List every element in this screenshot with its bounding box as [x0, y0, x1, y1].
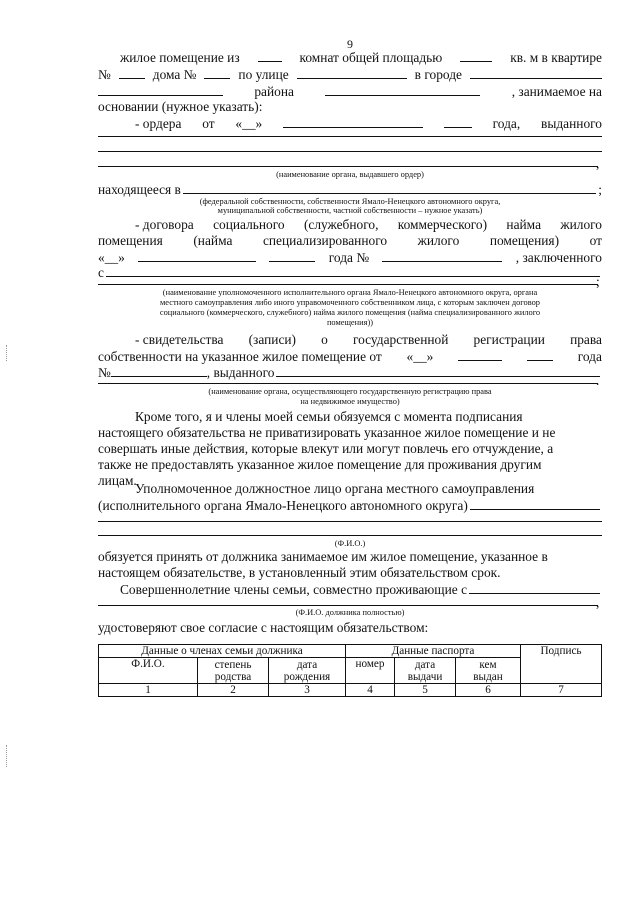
para1-line3: совершать иные действия, которые влекут или могут повлечь его отчуждение, а	[98, 441, 554, 456]
para3-line1: обязуется принять от должника занимаемое им жилое помещение, указанное в	[98, 549, 548, 564]
para1-line1: Кроме того, я и члены моей семьи обязуемся с момента подписания	[135, 409, 523, 424]
para1-line5: лицам.	[98, 473, 137, 488]
blank-line	[98, 166, 598, 167]
blank-line	[98, 605, 598, 606]
caption-registration-2: на недвижимое имущество)	[300, 397, 400, 406]
caption-property: (федеральной собственности, собственности Ямало-Ненецкого автономного округа,	[199, 197, 501, 206]
table-header-relation: степень родства	[198, 658, 269, 684]
area-blank	[460, 49, 492, 62]
caption-contract-4: помещения))	[326, 318, 374, 327]
line-1: жилое помещение из комнат общей площадью кв. м в квартире	[120, 50, 602, 65]
para2-line2: (исполнительного органа Ямало-Ненецкого автономного округа)	[98, 497, 602, 514]
blank-line	[98, 151, 602, 152]
para1-line4: также не предоставлять указанное жилое помещение для проживания другим	[98, 457, 542, 472]
table-group-family: Данные о членах семьи должника	[99, 645, 346, 658]
caption-property-2: муниципальной собственности, частной собственности – нужное указать)	[217, 206, 483, 215]
blank-line	[98, 136, 602, 137]
table-header-fio: Ф.И.О.	[99, 658, 198, 684]
caption-contract-1: (наименование уполномоченного исполнительного органа Ямало-Ненецкого автономного округа, органа	[162, 288, 538, 297]
table-header-issued: дата выдачи	[395, 658, 456, 684]
line-contract-3: «__» года № , заключенного	[98, 250, 602, 265]
page-number: 9	[347, 37, 353, 51]
table-header-birth: дата рождения	[269, 658, 346, 684]
table-header-signature: Подпись	[521, 645, 602, 684]
para2-line1: Уполномоченное должностное лицо органа местного самоуправления	[135, 481, 535, 496]
line-3: района , занимаемое на	[98, 83, 602, 100]
table-col-number: 3	[269, 684, 346, 697]
caption-registration-1: (наименование органа, осуществляющего государственную регистрацию права	[208, 387, 492, 396]
table-col-number: 7	[521, 684, 602, 697]
blank-line	[98, 535, 602, 536]
caption-debtor: (Ф.И.О. должника полностью)	[295, 608, 405, 617]
line-contract-1: - договора социального (служебного, коммерческого) найма жилого	[135, 217, 602, 232]
para4-line: Совершеннолетние члены семьи, совместно проживающие с	[120, 581, 602, 598]
table-col-number: 1	[99, 684, 198, 697]
line-registration-3: № , выданного	[98, 364, 602, 381]
line-2: № дома № по улице в городе	[98, 66, 602, 83]
table-col-number: 6	[456, 684, 521, 697]
line-order: - ордера от «__» года, выданного	[135, 116, 602, 131]
caption-contract-2: местного самоуправления либо иного управомоченного собственником лица, с которым заключен договор	[160, 298, 540, 307]
document-page: 9 жилое помещение из комнат общей площадью кв. м в квартире № дома № по улице в городе района , занимаемое на основании (нужное указать): - ордера от «__» года, выданного , (наименование органа, выдавшего ордер) находящееся в ; (федеральной собственности, собственности Ямало-Ненецкого автономного округа, муниципальной собственности, частной собственности – нужное указать) - договора социального (служебного, коммерческого) найма жилого помещения (найма специализированного жилого помещения) от «__» года № , заключенного с ; (наименование уполномоченного исполнительного органа Ямало-Ненецкого автономного округа, органа местного самоуправления либо иного управомоченного собственником лица, с которым заключен договор социального (коммерческого, служебного) найма жилого помещения (найма специализированного жилого помещения)) - свидетельства (записи) о государственной регистрации права собственности на указанное жилое помещение от «__» года № , выданного . (наименование органа, осуществляющего государственную регистрацию права на недвижимое имущество) Кроме того, я и члены моей семьи обязуемся с момента подписания настоящего обязательства не приватизировать указанное жилое помещение и не совершать иные действия, которые влекут или могут повлечь его отчуждение, а также не предоставлять указанное жилое помещение для проживания другим лицам. Уполномоченное должностное лицо органа местного самоуправления (исполнительного органа Ямало-Ненецкого автономного округа) (Ф.И.О.) обязуется принять от должника занимаемое им жилое помещение, указанное в настоящем обязательстве, в установленный этим обязательством срок. Совершеннолетние члены семьи, совместно проживающие с , (Ф.И.О. должника полностью) удостоверяют свое согласие с настоящим обязательством: Данные о членах семьи должника Данные паспорта Подпись Ф.И.О. степень родства дата рождения номер дата выдачи кем выдан 1 2 3 4 5 6 7	[0, 0, 640, 905]
table-row-numbers	[99, 684, 602, 697]
para5-line: удостоверяют свое согласие с настоящим обязательством:	[98, 620, 429, 635]
caption-order: (наименование органа, выдавшего ордер)	[276, 170, 424, 179]
table-header-number: номер	[346, 658, 395, 684]
para3-line2: настоящем обязательстве, в установленный этим обязательством срок.	[98, 565, 501, 580]
caption-contract-3: социального (коммерческого, служебного) найма жилого помещения (найма специализированного жилого	[159, 308, 541, 317]
line-contract-4: с	[98, 264, 602, 281]
table-col-number: 5	[395, 684, 456, 697]
table-header-issuer: кем выдан	[456, 658, 521, 684]
blank-line	[98, 521, 602, 522]
para1-line2: настоящего обязательства не приватизировать указанное жилое помещение и не	[98, 425, 556, 440]
line-4: основании (нужное указать):	[98, 99, 263, 114]
blank-line	[98, 383, 598, 384]
table-col-number: 4	[346, 684, 395, 697]
scan-mark	[6, 345, 8, 361]
blank-line	[98, 284, 598, 285]
rooms-blank	[258, 49, 282, 62]
line-contract-2: помещения (найма специализированного жилого помещения) от	[98, 233, 602, 248]
caption-fio: (Ф.И.О.)	[334, 539, 366, 548]
table-group-passport: Данные паспорта	[346, 645, 521, 658]
line-location: находящееся в ;	[98, 182, 602, 197]
scan-mark	[6, 745, 8, 767]
table-col-number: 2	[198, 684, 269, 697]
line-registration-1: - свидетельства (записи) о государственной регистрации права	[135, 332, 602, 347]
family-members-table	[98, 644, 602, 697]
line-registration-2: собственности на указанное жилое помещение от «__» года	[98, 349, 602, 364]
